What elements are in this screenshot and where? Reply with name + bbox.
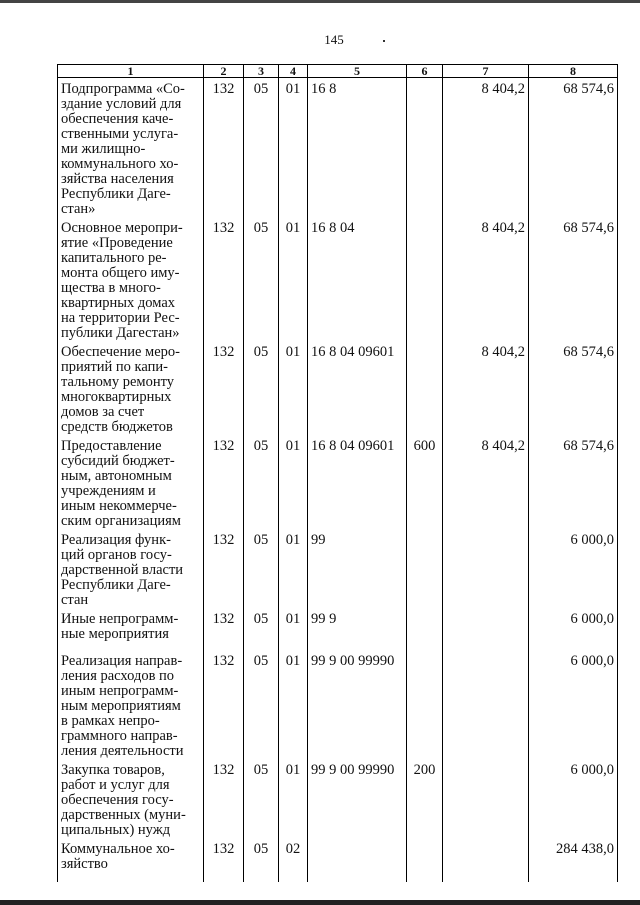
top-rule — [0, 0, 640, 3]
row-name-line: домов за счет — [61, 404, 145, 420]
row-name — [58, 529, 204, 608]
cell-col-8: 284 438,0 — [529, 838, 618, 882]
cell-col-7 — [443, 608, 529, 650]
cell-col-6: 200 — [407, 759, 443, 838]
cell-col-4: 01 — [279, 529, 308, 608]
cell-col-8: 68 574,6 — [529, 78, 618, 218]
row-name-line: Подпрограмма «Со- — [61, 81, 185, 97]
cell-col-3: 05 — [244, 759, 279, 838]
row-name-line: работ и услуг для — [61, 777, 170, 793]
row-name-line: на территории Рес- — [61, 310, 180, 326]
row-name-line: учреждениям и — [61, 483, 156, 499]
cell-col-5: 99 9 00 99990 — [308, 759, 407, 838]
row-name — [58, 759, 204, 838]
header-col-1: 1 — [58, 65, 204, 78]
cell-col-8: 6 000,0 — [529, 650, 618, 759]
row-name-line: ципальных) нужд — [61, 822, 171, 838]
row-name-line: стан» — [61, 201, 96, 217]
cell-col-2: 132 — [204, 650, 244, 759]
row-name-line: Республики Даге- — [61, 577, 171, 593]
cell-col-6: 600 — [407, 435, 443, 529]
row-name-line: дарственных (муни- — [61, 807, 186, 823]
row-name — [58, 341, 204, 435]
cell-col-4: 01 — [279, 608, 308, 650]
cell-col-3: 05 — [244, 650, 279, 759]
row-name — [58, 650, 204, 759]
row-name-line: тальному ремонту — [61, 374, 174, 390]
cell-col-5: 16 8 04 09601 — [308, 341, 407, 435]
cell-col-6 — [407, 608, 443, 650]
row-name-line: иным непрограмм- — [61, 683, 179, 699]
scan-speck — [383, 40, 385, 42]
header-col-2: 2 — [204, 65, 244, 78]
cell-col-3: 05 — [244, 838, 279, 882]
cell-col-2: 132 — [204, 341, 244, 435]
row-name-line: многоквартирных — [61, 389, 172, 405]
cell-col-7 — [443, 838, 529, 882]
cell-col-8: 6 000,0 — [529, 759, 618, 838]
table-row — [58, 78, 618, 218]
cell-col-6 — [407, 838, 443, 882]
header-col-8: 8 — [529, 65, 618, 78]
row-name-line: здание условий для — [61, 96, 182, 112]
row-name-line: Основное меропри- — [61, 220, 183, 236]
table-row — [58, 217, 618, 341]
cell-col-3: 05 — [244, 529, 279, 608]
row-name-line: ным мероприятиям — [61, 698, 181, 714]
row-name-line: зяйства населения — [61, 171, 174, 187]
row-name-line: коммунального хо- — [61, 156, 179, 172]
row-name-line: Закупка товаров, — [61, 762, 165, 778]
cell-col-3: 05 — [244, 78, 279, 218]
row-name-line: ми жилищно- — [61, 141, 146, 157]
row-name-line: монта общего иму- — [61, 265, 180, 281]
cell-col-8: 68 574,6 — [529, 435, 618, 529]
cell-col-6 — [407, 78, 443, 218]
row-name-line: ским организациям — [61, 513, 181, 529]
cell-col-8: 6 000,0 — [529, 608, 618, 650]
header-col-6: 6 — [407, 65, 443, 78]
row-name-line: капитального ре- — [61, 250, 167, 266]
cell-col-7: 8 404,2 — [443, 78, 529, 218]
table-row — [58, 759, 618, 838]
row-name-line: Реализация функ- — [61, 532, 171, 548]
table-row — [58, 529, 618, 608]
cell-col-6 — [407, 650, 443, 759]
table-row — [58, 838, 618, 882]
row-name-line: иным некоммерче- — [61, 498, 177, 514]
cell-col-2: 132 — [204, 529, 244, 608]
cell-col-7: 8 404,2 — [443, 217, 529, 341]
row-name-line: Республики Даге- — [61, 186, 171, 202]
cell-col-5: 16 8 04 09601 — [308, 435, 407, 529]
row-name-line: зяйство — [61, 856, 108, 872]
cell-col-5: 99 — [308, 529, 407, 608]
row-name — [58, 217, 204, 341]
cell-col-2: 132 — [204, 78, 244, 218]
cell-col-6 — [407, 529, 443, 608]
header-col-7: 7 — [443, 65, 529, 78]
cell-col-7 — [443, 529, 529, 608]
page-number: 145 — [324, 32, 344, 47]
cell-col-7 — [443, 650, 529, 759]
row-name — [58, 435, 204, 529]
row-name-line: щества в много- — [61, 280, 161, 296]
table-row — [58, 650, 618, 759]
row-name-line: обеспечения госу- — [61, 792, 174, 808]
row-name-line: граммного направ- — [61, 728, 178, 744]
row-name-line: Коммунальное хо- — [61, 841, 175, 857]
header-col-4: 4 — [279, 65, 308, 78]
header-col-5: 5 — [308, 65, 407, 78]
row-name-line: ные мероприятия — [61, 626, 169, 642]
row-name-line: обеспечения каче- — [61, 111, 174, 127]
row-name-line: стан — [61, 592, 89, 608]
table-row — [58, 341, 618, 435]
cell-col-3: 05 — [244, 341, 279, 435]
cell-col-2: 132 — [204, 838, 244, 882]
row-name-line: Реализация направ- — [61, 653, 183, 669]
row-name-line: субсидий бюджет- — [61, 453, 175, 469]
cell-col-6 — [407, 341, 443, 435]
cell-col-4: 01 — [279, 759, 308, 838]
cell-col-2: 132 — [204, 217, 244, 341]
cell-col-6 — [407, 217, 443, 341]
cell-col-5: 16 8 04 — [308, 217, 407, 341]
row-name-line: ций органов госу- — [61, 547, 172, 563]
row-name-line: ственными услуга- — [61, 126, 179, 142]
table-row — [58, 435, 618, 529]
cell-col-2: 132 — [204, 759, 244, 838]
cell-col-5: 99 9 00 99990 — [308, 650, 407, 759]
row-name-line: ным, автономным — [61, 468, 172, 484]
header-row — [58, 65, 618, 78]
cell-col-3: 05 — [244, 217, 279, 341]
cell-col-2: 132 — [204, 608, 244, 650]
row-name — [58, 78, 204, 218]
row-name-line: квартирных домах — [61, 295, 176, 311]
cell-col-4: 01 — [279, 341, 308, 435]
row-name-line: ления деятельности — [61, 743, 184, 759]
row-name-line: Иные непрограмм- — [61, 611, 179, 627]
cell-col-4: 01 — [279, 650, 308, 759]
row-name — [58, 838, 204, 882]
row-name-line: дарственной власти — [61, 562, 184, 578]
cell-col-7 — [443, 759, 529, 838]
cell-col-4: 01 — [279, 78, 308, 218]
cell-col-3: 05 — [244, 608, 279, 650]
row-name-line: ятие «Проведение — [61, 235, 173, 251]
header-col-3: 3 — [244, 65, 279, 78]
cell-col-4: 01 — [279, 217, 308, 341]
table-row — [58, 608, 618, 650]
cell-col-5: 99 9 — [308, 608, 407, 650]
cell-col-4: 01 — [279, 435, 308, 529]
cell-col-7: 8 404,2 — [443, 341, 529, 435]
cell-col-8: 68 574,6 — [529, 341, 618, 435]
row-name-line: ления расходов по — [61, 668, 175, 684]
cell-col-3: 05 — [244, 435, 279, 529]
cell-col-5: 16 8 — [308, 78, 407, 218]
cell-col-2: 132 — [204, 435, 244, 529]
cell-col-7: 8 404,2 — [443, 435, 529, 529]
row-name-line: Обеспечение меро- — [61, 344, 180, 360]
bottom-rule — [0, 900, 640, 905]
cell-col-4: 02 — [279, 838, 308, 882]
cell-col-5 — [308, 838, 407, 882]
budget-table — [57, 64, 618, 882]
row-name — [58, 608, 204, 650]
row-name-line: приятий по капи- — [61, 359, 168, 375]
row-name-line: Предоставление — [61, 438, 162, 454]
row-name-line: средств бюджетов — [61, 419, 173, 435]
cell-col-8: 6 000,0 — [529, 529, 618, 608]
cell-col-8: 68 574,6 — [529, 217, 618, 341]
row-name-line: в рамках непро- — [61, 713, 160, 729]
row-name-line: публики Дагестан» — [61, 325, 180, 341]
